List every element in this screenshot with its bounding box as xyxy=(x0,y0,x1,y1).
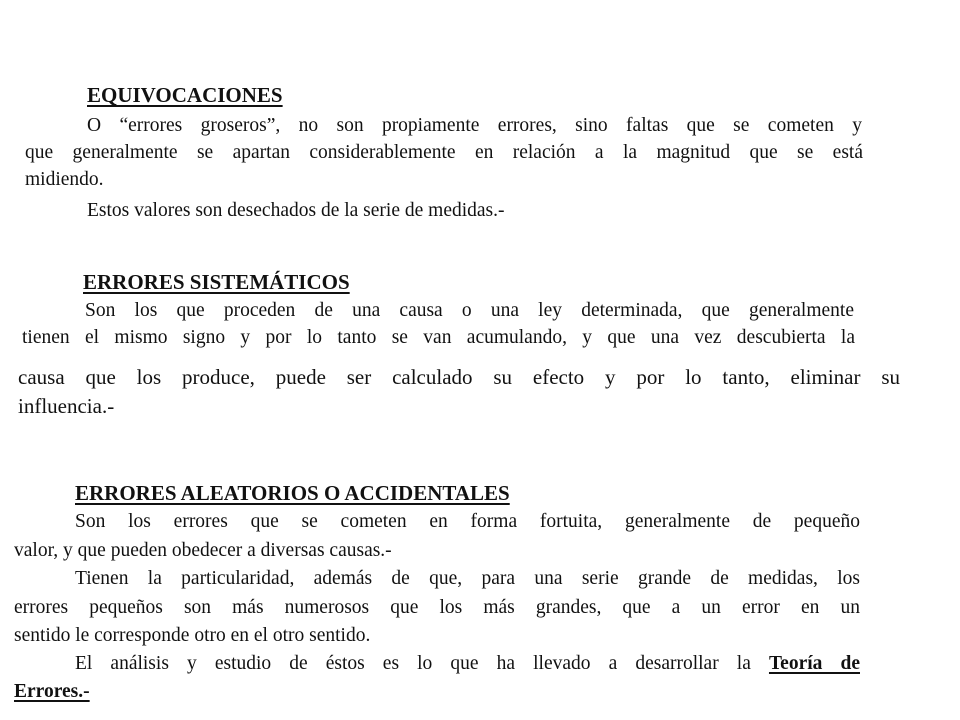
paragraph-line: influencia.- xyxy=(18,394,115,418)
paragraph-line: Tienen la particularidad, además de que, para una serie grande de medidas, los xyxy=(75,568,860,589)
paragraph-line: O “errores groseros”, no son propiamente errores, sino faltas que se cometen y xyxy=(87,115,862,136)
paragraph-line: causa que los produce, puede ser calculado su efecto y por lo tanto, eliminar su xyxy=(18,365,900,389)
paragraph-line: Estos valores son desechados de la serie de medidas.- xyxy=(87,200,505,221)
paragraph-line: Son los que proceden de una causa o una ley determinada, que generalmente xyxy=(85,300,854,321)
paragraph-line xyxy=(75,652,860,676)
emphasis-teoria-de-errores: Teoría de xyxy=(768,653,860,674)
paragraph-line: Son los errores que se cometen en forma fortuita, generalmente de pequeño xyxy=(75,511,860,532)
section-heading-equivocaciones: EQUIVOCACIONES xyxy=(87,83,283,107)
paragraph-line: sentido le corresponde otro en el otro sentido. xyxy=(14,625,371,646)
paragraph-text: El análisis y estudio de éstos es lo que ha llevado a desarrollar la xyxy=(75,653,751,674)
paragraph-line: que generalmente se apartan considerablemente en relación a la magnitud que se está xyxy=(25,142,863,163)
paragraph-line: errores pequeños son más numerosos que los más grandes, que a un error en un xyxy=(14,597,860,618)
emphasis-errores: Errores.- xyxy=(14,681,90,702)
paragraph-line: tienen el mismo signo y por lo tanto se van acumulando, y que una vez descubierta la xyxy=(22,327,855,348)
paragraph-line: midiendo. xyxy=(25,169,104,190)
section-heading-errores-aleatorios: ERRORES ALEATORIOS O ACCIDENTALES xyxy=(75,481,510,505)
paragraph-line: valor, y que pueden obedecer a diversas causas.- xyxy=(14,540,392,561)
section-heading-errores-sistematicos: ERRORES SISTEMÁTICOS xyxy=(83,270,350,294)
